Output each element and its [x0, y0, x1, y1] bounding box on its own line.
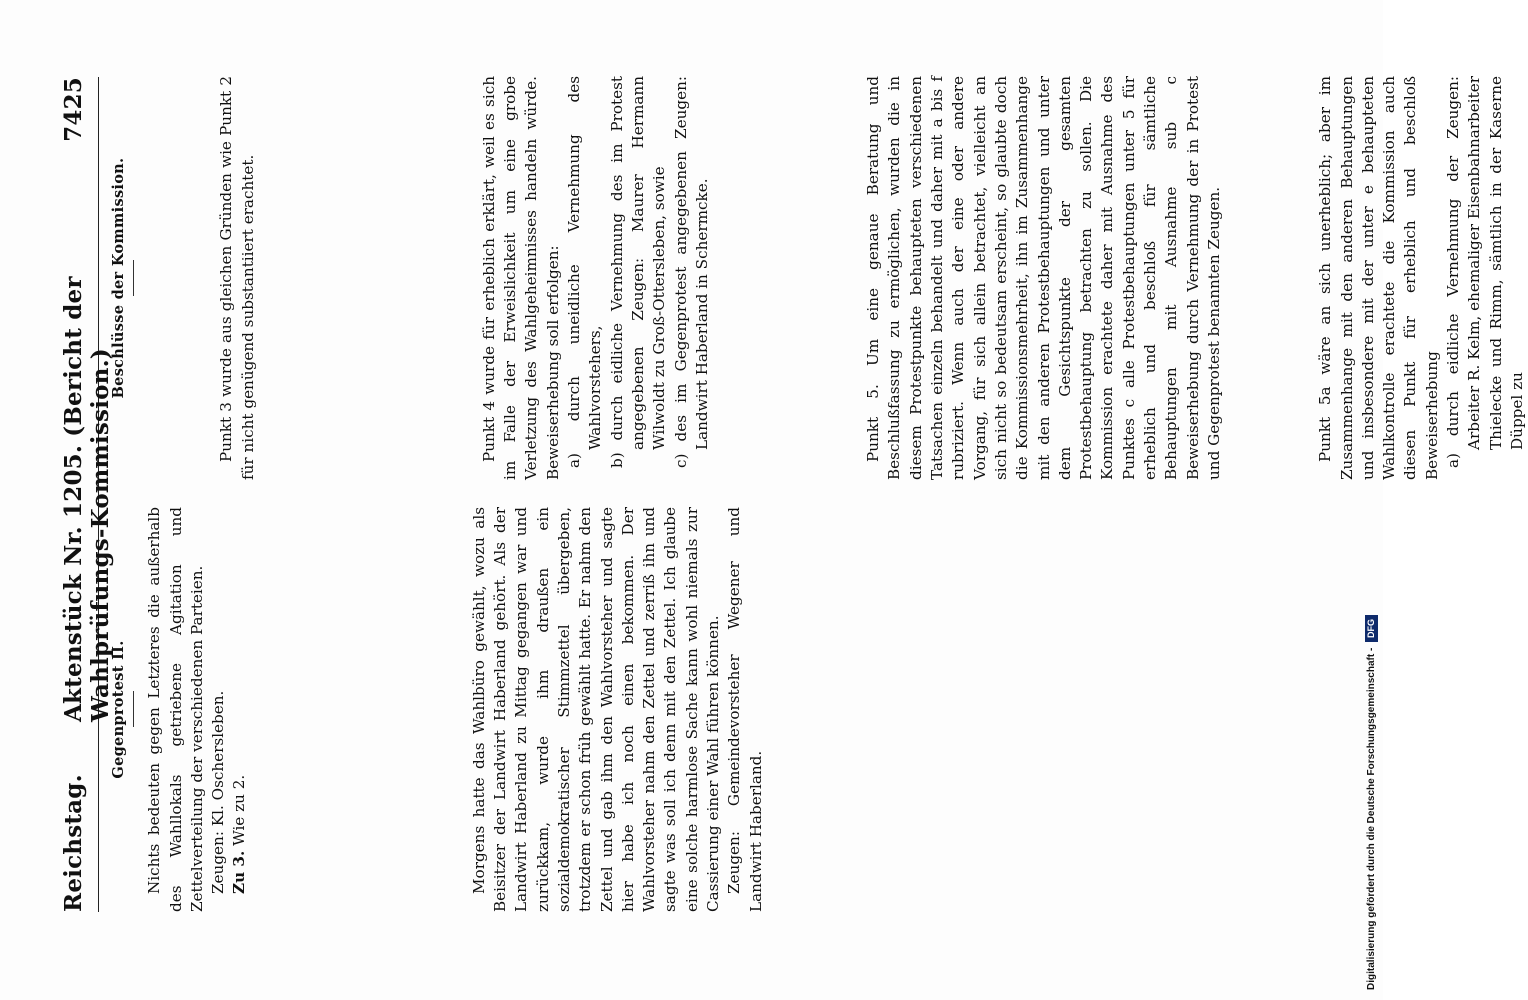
- left-witnesses-1: Zeugen: Kl. Oschersleben.: [209, 690, 228, 894]
- dfg-logo: DFG: [1365, 615, 1378, 642]
- page-number: 7425: [60, 77, 87, 142]
- punkt5a-item-a: a) durch eidliche Vernehmung der Zeugen: Arbeiter R. Kelm, ehemaliger Eisenbahnarbeiter Thielecke und Rimm, sämtlich in der Kaserne Düppel zu: [1443, 76, 1526, 468]
- punkt4-item-c: c) des im Gegenprotest angegebenen Zeugen: Landwirt Haberland in Schermcke.: [671, 76, 711, 468]
- left-heading: Gegenprotest II.: [110, 640, 127, 779]
- punkt4-item-a: a) durch uneidliche Vernehmung des Wahlvorstehers,: [565, 76, 605, 468]
- left-column: [108, 507, 767, 912]
- left-paragraph-4: Morgens hatte das Wahlbüro gewählt, wozu als Beisitzer der Landwirt Haberland gehört. Als der Landwirt Haberland zu Mittag gegangen war und zurückkam, wurde ihm draußen ein sozialdemokratischer Stimmzettel übergeben, trotzdem er schon früh gewählt hatte. Er nahm den Zettel und gab ihm den Wahlvorsteher und sagte hier habe ich noch einen bekommen. Der Wahlvorsteher nahm den Zettel und zerriß ihn und sagte was soll ich denn mit den Zettel. Ich glaube eine solche harmlose Sache kann wohl niemals zur Cassierung einer Wahl führen können.: [469, 507, 723, 912]
- header-title: Aktenstück Nr. 1205. (Bericht der Wahlprüfungs-Kommission.): [60, 276, 114, 722]
- right-paragraph-punkt4: Punkt 4 wurde für erheblich erklärt, weil es sich im Falle der Erweislichkeit um eine grobe Verletzung des Wahlgeheimnisses handeln würde. Beweiserhebung soll erfolgen:: [479, 76, 562, 480]
- left-text-zu3: Wie zu 2.: [230, 774, 249, 846]
- right-paragraph-punkt5: Punkt 5. Um eine genaue Beratung und Beschlußfassung zu ermöglichen, wurden die in diesem Protestpunkte behaupteten verschiedenen Tatsachen einzeln behandelt und daher mit a bis f rubriziert. Wenn auch der eine oder andere Vorgang, für sich allein betrachtet, vielleicht an sich nicht so bedeutsam erscheint, so glaubte doch die Kommissionsmehrheit, ihn im Zusammenhange mit den anderen Protestbehauptungen und unter dem Gesichtspunkte der gesamten Protestbehauptung betrachten zu sollen. Die Kommission erachtete daher mit Ausnahme des Punktes c alle Protestbehauptungen unter 5 für erheblich und beschloß für sämtliche Behauptungen mit Ausnahme sub c Beweiserhebung durch Vernehmung der in Protest und Gegenprotest benannten Zeugen.: [864, 76, 1223, 480]
- left-paragraph-1: Nichts bedeuten gegen Letzteres die außerhalb des Wahllokals getriebene Agitation und Zettelverteilung der verschiedenen Parteien.: [145, 507, 206, 912]
- right-heading: Beschlüsse der Kommission.: [110, 157, 127, 399]
- left-paragraph-zu3: [229, 507, 250, 912]
- right-column: [108, 76, 1528, 480]
- page-header: [54, 77, 114, 912]
- left-label-zu3: Zu 3.: [230, 850, 249, 894]
- punkt4-item-b: b) durch eidliche Vernehmung des im Protest angegebenen Zeugen: Maurer Hermann Wilwoldt zu Groß-Ottersleben, sowie: [607, 76, 669, 468]
- left-witnesses-2: Zeugen: Gemeindevorsteher Wegener und Landwirt Haberland.: [725, 507, 765, 912]
- header-left: Reichstag.: [60, 774, 87, 912]
- credit-text: Digitalisierung gefördert durch die Deutsche Forschungsgemeinschaft -: [1366, 647, 1378, 990]
- digitization-credit: [1365, 0, 1381, 990]
- right-paragraph-punkt5a: Punkt 5a wäre an sich unerheblich; aber im Zusammenhange mit den anderen Behauptungen und insbesondere mit der unter e behaupteten Wahlkontrolle erachtete die Kommission auch diesen Punkt für erheblich und beschloß Beweiserhebung: [1316, 76, 1441, 480]
- right-paragraph-punkt3: Punkt 3 wurde aus gleichen Gründen wie Punkt 2 für nicht genügend substantiiert erachtet.: [217, 76, 257, 480]
- heading-rule: [133, 692, 134, 728]
- heading-rule-right: [133, 260, 134, 296]
